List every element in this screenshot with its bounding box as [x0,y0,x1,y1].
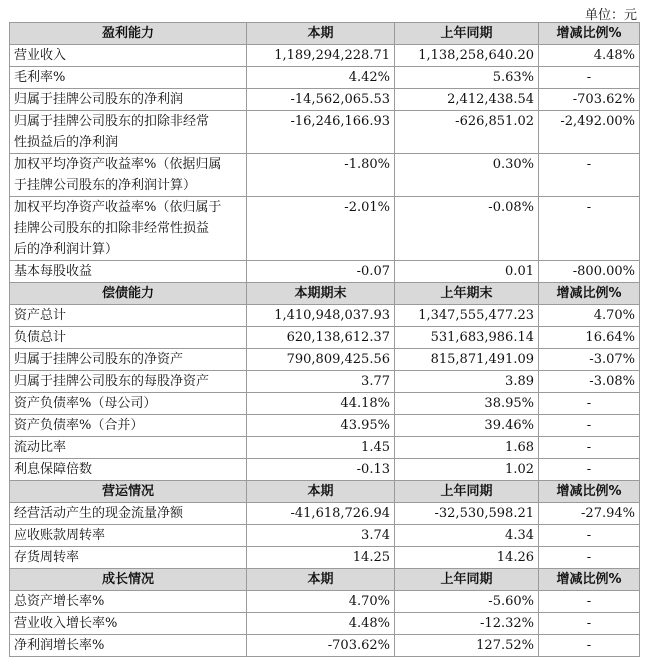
current-value: -1.80% [247,154,395,197]
change-value: - [539,154,640,197]
change-value: - [539,635,640,657]
row-label: 流动比率 [10,437,247,459]
header-cell: 上年同期 [395,569,539,591]
header-cell: 本期 [247,481,395,503]
current-value: -0.13 [247,459,395,481]
prior-value: 0.01 [395,261,539,283]
row-label: 加权平均净资产收益率%（依归属于 挂牌公司股东的扣除非经常性损益 后的净利润计算） [10,197,247,261]
prior-value: 531,683,986.14 [395,327,539,349]
table-row [10,503,640,525]
change-value: -703.62% [539,89,640,111]
row-label: 资产总计 [10,305,247,327]
current-value: -2.01% [247,197,395,261]
header-cell: 增减比例% [539,481,640,503]
table-row [10,261,640,283]
change-value: - [539,415,640,437]
header-cell: 上年期末 [395,283,539,305]
prior-value: 1.68 [395,437,539,459]
current-value: -16,246,166.93 [247,111,395,154]
prior-value: 1,138,258,640.20 [395,45,539,67]
change-value: - [539,547,640,569]
header-cell: 盈利能力 [10,23,247,45]
row-label: 归属于挂牌公司股东的每股净资产 [10,371,247,393]
prior-value: -32,530,598.21 [395,503,539,525]
header-cell: 本期期末 [247,283,395,305]
prior-value: -5.60% [395,591,539,613]
current-value: -14,562,065.53 [247,89,395,111]
current-value: -0.07 [247,261,395,283]
table-row [10,371,640,393]
prior-value: 1.02 [395,459,539,481]
prior-value: 38.95% [395,393,539,415]
row-label: 总资产增长率% [10,591,247,613]
current-value: 4.42% [247,67,395,89]
prior-value: 5.63% [395,67,539,89]
section-header-row [10,283,640,305]
prior-value: -626,851.02 [395,111,539,154]
header-cell: 上年同期 [395,23,539,45]
header-cell: 增减比例% [539,283,640,305]
change-value: - [539,67,640,89]
change-value: -27.94% [539,503,640,525]
table-row [10,613,640,635]
current-value: 620,138,612.37 [247,327,395,349]
row-label: 资产负债率%（合并） [10,415,247,437]
table-row [10,45,640,67]
row-label: 资产负债率%（母公司） [10,393,247,415]
table-row [10,525,640,547]
current-value: 4.70% [247,591,395,613]
prior-value: 1,347,555,477.23 [395,305,539,327]
change-value: - [539,613,640,635]
row-label: 归属于挂牌公司股东的净利润 [10,89,247,111]
change-value: 4.48% [539,45,640,67]
header-cell: 上年同期 [395,481,539,503]
current-value: -703.62% [247,635,395,657]
change-value: -800.00% [539,261,640,283]
header-cell: 成长情况 [10,569,247,591]
unit-label: 单位：元 [584,8,637,23]
prior-value: 2,412,438.54 [395,89,539,111]
header-cell: 增减比例% [539,569,640,591]
current-value: 3.74 [247,525,395,547]
header-cell: 增减比例% [539,23,640,45]
row-label: 归属于挂牌公司股东的净资产 [10,349,247,371]
current-value: 14.25 [247,547,395,569]
change-value: - [539,525,640,547]
change-value: -3.08% [539,371,640,393]
header-cell: 本期 [247,569,395,591]
prior-value: 39.46% [395,415,539,437]
section-header-row [10,23,640,45]
current-value: 1,410,948,037.93 [247,305,395,327]
change-value: - [539,591,640,613]
change-value: - [539,393,640,415]
header-cell: 营运情况 [10,481,247,503]
row-label: 归属于挂牌公司股东的扣除非经常 性损益后的净利润 [10,111,247,154]
table-row [10,197,640,261]
table-row [10,415,640,437]
table-row [10,327,640,349]
current-value: 1.45 [247,437,395,459]
table-row [10,349,640,371]
prior-value: 4.34 [395,525,539,547]
table-row [10,459,640,481]
row-label: 毛利率% [10,67,247,89]
prior-value: 0.30% [395,154,539,197]
prior-value: -12.32% [395,613,539,635]
table-row [10,547,640,569]
row-label: 营业收入 [10,45,247,67]
prior-value: 815,871,491.09 [395,349,539,371]
current-value: 44.18% [247,393,395,415]
current-value: 43.95% [247,415,395,437]
table-row [10,111,640,154]
current-value: 1,189,294,228.71 [247,45,395,67]
change-value: 16.64% [539,327,640,349]
row-label: 负债总计 [10,327,247,349]
table-row [10,437,640,459]
current-value: 4.48% [247,613,395,635]
row-label: 存货周转率 [10,547,247,569]
prior-value: 3.89 [395,371,539,393]
table-row [10,591,640,613]
change-value: 4.70% [539,305,640,327]
row-label: 基本每股收益 [10,261,247,283]
row-label: 应收账款周转率 [10,525,247,547]
section-header-row [10,481,640,503]
current-value: -41,618,726.94 [247,503,395,525]
table-row [10,635,640,657]
change-value: - [539,437,640,459]
table-row [10,67,640,89]
section-header-row [10,569,640,591]
prior-value: 14.26 [395,547,539,569]
current-value: 3.77 [247,371,395,393]
row-label: 加权平均净资产收益率%（依据归属 于挂牌公司股东的净利润计算） [10,154,247,197]
change-value: - [539,459,640,481]
current-value: 790,809,425.56 [247,349,395,371]
row-label: 净利润增长率% [10,635,247,657]
header-cell: 本期 [247,23,395,45]
change-value: -2,492.00% [539,111,640,154]
table-row [10,305,640,327]
table-row [10,89,640,111]
row-label: 营业收入增长率% [10,613,247,635]
row-label: 经营活动产生的现金流量净额 [10,503,247,525]
change-value: -3.07% [539,349,640,371]
prior-value: -0.08% [395,197,539,261]
financial-indicators-table [9,22,640,657]
prior-value: 127.52% [395,635,539,657]
change-value: - [539,197,640,261]
table-row [10,154,640,197]
table-row [10,393,640,415]
header-cell: 偿债能力 [10,283,247,305]
row-label: 利息保障倍数 [10,459,247,481]
